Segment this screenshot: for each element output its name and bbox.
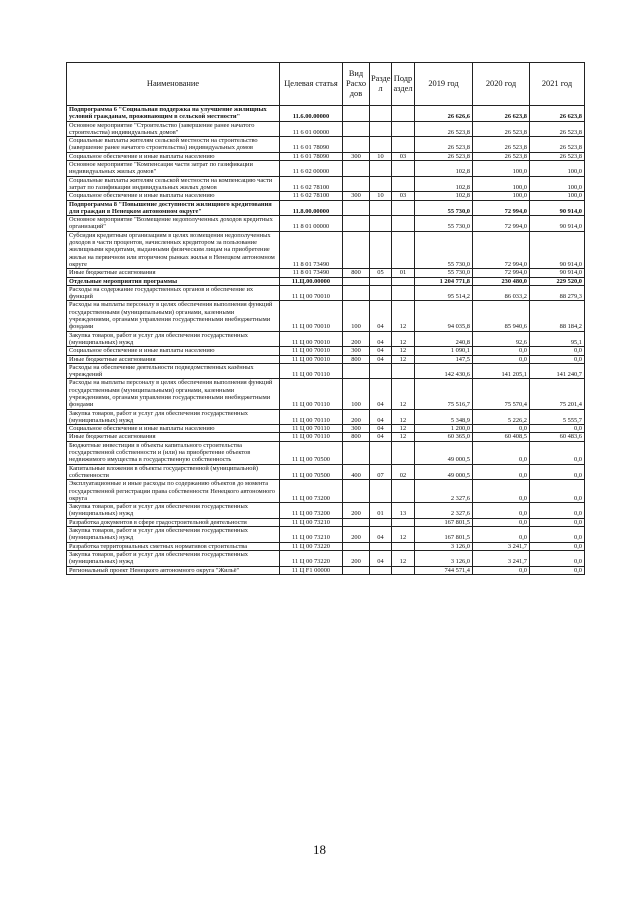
row-expense-type [343, 231, 370, 268]
row-subsection: 12 [392, 355, 415, 363]
row-subsection [392, 363, 415, 379]
row-section [370, 161, 392, 177]
table-row [67, 550, 585, 566]
table-row [67, 566, 585, 574]
row-value-2021: 100,0 [530, 192, 585, 200]
row-value-2019: 102,8 [415, 192, 473, 200]
header-2020: 2020 год [473, 63, 530, 106]
header-2021: 2021 год [530, 63, 585, 106]
row-value-2021: 0,0 [530, 441, 585, 464]
row-value-2019: 3 126,0 [415, 550, 473, 566]
table-row [67, 425, 585, 433]
row-subsection [392, 121, 415, 137]
table-row [67, 480, 585, 503]
row-name: Закупка товаров, работ и услуг для обеспечения государственных (муниципальных) нужд [67, 503, 280, 519]
row-subsection: 13 [392, 503, 415, 519]
row-target-article: 11 8 01 73490 [280, 231, 343, 268]
row-expense-type: 200 [343, 409, 370, 425]
header-subsection: Подр аздел [392, 63, 415, 106]
row-value-2021: 0,0 [530, 480, 585, 503]
row-value-2021: 60 483,6 [530, 433, 585, 441]
row-value-2021: 0,0 [530, 425, 585, 433]
row-value-2020: 85 940,6 [473, 301, 530, 331]
table-row [67, 503, 585, 519]
row-subsection [392, 542, 415, 550]
row-value-2019: 26 523,8 [415, 121, 473, 137]
row-subsection [392, 518, 415, 526]
row-value-2020: 3 241,7 [473, 542, 530, 550]
row-value-2021: 0,0 [530, 518, 585, 526]
row-subsection [392, 566, 415, 574]
row-expense-type: 300 [343, 425, 370, 433]
row-target-article: 11 8 01 73490 [280, 269, 343, 277]
row-value-2021: 90 914,0 [530, 216, 585, 232]
row-target-article: 11 Ц 00 73210 [280, 518, 343, 526]
row-expense-type: 200 [343, 527, 370, 543]
row-section: 04 [370, 331, 392, 347]
row-value-2020: 72 994,0 [473, 216, 530, 232]
row-value-2020: 0,0 [473, 566, 530, 574]
row-subsection [392, 277, 415, 285]
row-value-2019: 55 730,0 [415, 200, 473, 216]
row-subsection [392, 480, 415, 503]
row-section: 04 [370, 527, 392, 543]
row-expense-type: 300 [343, 347, 370, 355]
row-value-2021: 95,1 [530, 331, 585, 347]
row-value-2021: 229 520,0 [530, 277, 585, 285]
row-section: 05 [370, 269, 392, 277]
row-section [370, 441, 392, 464]
row-value-2019: 2 327,6 [415, 503, 473, 519]
row-value-2020: 0,0 [473, 518, 530, 526]
row-value-2021: 100,0 [530, 161, 585, 177]
row-value-2021: 90 914,0 [530, 269, 585, 277]
row-value-2020: 86 033,2 [473, 285, 530, 301]
row-value-2019: 26 523,8 [415, 152, 473, 160]
row-section [370, 121, 392, 137]
row-expense-type: 200 [343, 331, 370, 347]
row-target-article: 11 Ц 00 73200 [280, 503, 343, 519]
row-name: Капитальные вложения в объекты государственной (муниципальной) собственности [67, 464, 280, 480]
row-section [370, 542, 392, 550]
row-section: 04 [370, 425, 392, 433]
row-subsection: 01 [392, 269, 415, 277]
row-value-2021: 0,0 [530, 566, 585, 574]
row-value-2021: 26 623,8 [530, 106, 585, 122]
row-value-2020: 0,0 [473, 527, 530, 543]
row-expense-type [343, 285, 370, 301]
row-value-2020: 72 994,0 [473, 269, 530, 277]
row-expense-type: 400 [343, 464, 370, 480]
row-name: Разработка документов в сфере градостроительной деятельности [67, 518, 280, 526]
row-target-article: 11.Ц.00.00000 [280, 277, 343, 285]
row-value-2020: 26 523,8 [473, 121, 530, 137]
row-subsection [392, 216, 415, 232]
row-value-2020: 26 523,8 [473, 137, 530, 153]
table-row [67, 137, 585, 153]
row-value-2021: 0,0 [530, 464, 585, 480]
row-name: Подпрограмма 6 "Социальная поддержка на улучшение жилищных условий гражданам, проживающим в сельской местности" [67, 106, 280, 122]
row-expense-type [343, 176, 370, 192]
row-name: Подпрограмма 8 "Повышение доступности жилищного кредитования для граждан в Ненецком автономном округе" [67, 200, 280, 216]
row-expense-type [343, 200, 370, 216]
row-value-2021: 0,0 [530, 355, 585, 363]
row-value-2020: 0,0 [473, 464, 530, 480]
row-value-2019: 2 327,6 [415, 480, 473, 503]
row-value-2020: 75 570,4 [473, 379, 530, 409]
row-value-2021: 0,0 [530, 503, 585, 519]
row-value-2020: 72 994,0 [473, 231, 530, 268]
row-section [370, 137, 392, 153]
table-row [67, 331, 585, 347]
row-value-2020: 92,6 [473, 331, 530, 347]
row-value-2020: 230 480,0 [473, 277, 530, 285]
row-value-2020: 26 623,8 [473, 106, 530, 122]
table-row [67, 216, 585, 232]
row-subsection [392, 441, 415, 464]
row-subsection [392, 161, 415, 177]
row-value-2021: 0,0 [530, 542, 585, 550]
table-row [67, 355, 585, 363]
row-name: Основное мероприятие "Возмещение недополученных доходов кредитных организаций" [67, 216, 280, 232]
row-expense-type [343, 518, 370, 526]
row-target-article: 11 Ц 00 70010 [280, 331, 343, 347]
row-name: Региональный проект Ненецкого автономного округа "Жильё" [67, 566, 280, 574]
row-value-2021: 26 523,8 [530, 137, 585, 153]
row-name: Основное мероприятие "Строительство (завершение ранее начатого строительства) индивидуальных домов" [67, 121, 280, 137]
table-row [67, 464, 585, 480]
row-target-article: 11 6 02 00000 [280, 161, 343, 177]
row-value-2019: 49 000,5 [415, 441, 473, 464]
row-value-2020: 100,0 [473, 176, 530, 192]
header-name: Наименование [67, 63, 280, 106]
row-subsection [392, 137, 415, 153]
page-number: 18 [313, 842, 326, 857]
row-subsection: 03 [392, 152, 415, 160]
row-target-article: 11 6 01 78090 [280, 137, 343, 153]
row-name: Закупка товаров, работ и услуг для обеспечения государственных (муниципальных) нужд [67, 331, 280, 347]
row-subsection: 03 [392, 192, 415, 200]
row-expense-type [343, 542, 370, 550]
row-expense-type [343, 137, 370, 153]
row-name: Иные бюджетные ассигнования [67, 355, 280, 363]
row-value-2019: 3 126,0 [415, 542, 473, 550]
row-value-2021: 5 555,7 [530, 409, 585, 425]
row-expense-type: 200 [343, 550, 370, 566]
row-section [370, 200, 392, 216]
row-section [370, 231, 392, 268]
row-value-2019: 55 730,0 [415, 269, 473, 277]
row-target-article: 11 Ц 00 70110 [280, 433, 343, 441]
row-value-2019: 26 626,6 [415, 106, 473, 122]
row-value-2019: 95 514,2 [415, 285, 473, 301]
row-name: Социальные выплаты жителям сельской местности на строительство (завершение ранее начатого строительства) индивидуальных домов [67, 137, 280, 153]
row-subsection: 02 [392, 464, 415, 480]
row-section [370, 216, 392, 232]
row-target-article: 11 Ц 00 70010 [280, 355, 343, 363]
table-row [67, 192, 585, 200]
row-expense-type [343, 121, 370, 137]
row-value-2021: 100,0 [530, 176, 585, 192]
row-value-2019: 147,5 [415, 355, 473, 363]
row-section: 04 [370, 379, 392, 409]
row-subsection: 12 [392, 527, 415, 543]
row-name: Социальное обеспечение и иные выплаты населению [67, 192, 280, 200]
row-value-2019: 1 090,1 [415, 347, 473, 355]
table-row [67, 301, 585, 331]
row-value-2020: 141 205,1 [473, 363, 530, 379]
header-expense-type: Вид Расхо дов [343, 63, 370, 106]
table-row [67, 347, 585, 355]
row-value-2021: 0,0 [530, 550, 585, 566]
row-target-article: 11 Ц F1 00000 [280, 566, 343, 574]
row-name: Социальные выплаты жителям сельской местности на компенсацию части затрат по газификации индивидуальных жилых домов [67, 176, 280, 192]
row-name: Расходы на обеспечение деятельности подведомственных казённых учреждений [67, 363, 280, 379]
row-value-2020: 0,0 [473, 480, 530, 503]
row-target-article: 11 Ц 00 70500 [280, 464, 343, 480]
row-expense-type [343, 441, 370, 464]
row-value-2019: 5 348,9 [415, 409, 473, 425]
row-value-2019: 1 200,0 [415, 425, 473, 433]
row-expense-type: 100 [343, 301, 370, 331]
row-subsection [392, 176, 415, 192]
row-subsection [392, 106, 415, 122]
table-row [67, 269, 585, 277]
table-row [67, 121, 585, 137]
row-value-2019: 75 516,7 [415, 379, 473, 409]
row-section [370, 176, 392, 192]
row-value-2019: 167 801,5 [415, 518, 473, 526]
row-expense-type: 300 [343, 192, 370, 200]
row-target-article: 11 6 01 78090 [280, 152, 343, 160]
row-expense-type: 200 [343, 503, 370, 519]
row-target-article: 11 Ц 00 73220 [280, 542, 343, 550]
row-value-2020: 0,0 [473, 355, 530, 363]
row-section: 04 [370, 409, 392, 425]
table-row [67, 409, 585, 425]
row-value-2020: 0,0 [473, 503, 530, 519]
row-expense-type: 100 [343, 379, 370, 409]
row-section: 10 [370, 192, 392, 200]
row-target-article: 11 Ц 00 70010 [280, 347, 343, 355]
row-name: Расходы на выплаты персоналу в целях обеспечения выполнения функций государственными (муниципальными) органами, казенными учреждениями, органами управления государственными внебюджетными фондами [67, 379, 280, 409]
table-row [67, 527, 585, 543]
table-row [67, 363, 585, 379]
table-row [67, 542, 585, 550]
row-target-article: 11 Ц 00 70110 [280, 409, 343, 425]
row-value-2021: 90 914,0 [530, 231, 585, 268]
row-name: Закупка товаров, работ и услуг для обеспечения государственных (муниципальных) нужд [67, 409, 280, 425]
row-section [370, 285, 392, 301]
row-name: Отдельные мероприятия программы [67, 277, 280, 285]
table-row [67, 285, 585, 301]
row-value-2019: 26 523,8 [415, 137, 473, 153]
row-target-article: 11 Ц 00 70010 [280, 285, 343, 301]
row-section: 01 [370, 503, 392, 519]
row-subsection: 12 [392, 379, 415, 409]
row-section [370, 566, 392, 574]
row-target-article: 11.8.00.00000 [280, 200, 343, 216]
row-section: 04 [370, 433, 392, 441]
table-row [67, 441, 585, 464]
table-row [67, 176, 585, 192]
row-name: Расходы на выплаты персоналу в целях обеспечения выполнения функций государственными (муниципальными) органами, казенными учреждениями, органами управления государственными внебюджетными фондами [67, 301, 280, 331]
table-row [67, 161, 585, 177]
row-expense-type [343, 566, 370, 574]
row-value-2020: 0,0 [473, 347, 530, 355]
row-section [370, 363, 392, 379]
row-expense-type [343, 216, 370, 232]
row-value-2019: 744 571,4 [415, 566, 473, 574]
row-target-article: 11 Ц 00 73220 [280, 550, 343, 566]
row-name: Иные бюджетные ассигнования [67, 269, 280, 277]
row-section [370, 277, 392, 285]
row-value-2021: 90 914,0 [530, 200, 585, 216]
row-value-2019: 94 035,8 [415, 301, 473, 331]
table-row [67, 379, 585, 409]
table-row [67, 433, 585, 441]
row-section [370, 518, 392, 526]
row-name: Основное мероприятие "Компенсация части затрат по газификации индивидуальных жилых домов" [67, 161, 280, 177]
row-value-2019: 102,8 [415, 176, 473, 192]
row-expense-type: 800 [343, 355, 370, 363]
row-expense-type: 800 [343, 269, 370, 277]
row-expense-type: 800 [343, 433, 370, 441]
row-section [370, 480, 392, 503]
row-subsection: 12 [392, 409, 415, 425]
row-name: Социальное обеспечение и иные выплаты населению [67, 425, 280, 433]
row-section: 10 [370, 152, 392, 160]
row-value-2019: 55 730,0 [415, 231, 473, 268]
row-subsection: 12 [392, 301, 415, 331]
row-value-2021: 0,0 [530, 527, 585, 543]
row-section: 07 [370, 464, 392, 480]
row-subsection: 12 [392, 347, 415, 355]
row-section: 04 [370, 301, 392, 331]
row-value-2019: 167 801,5 [415, 527, 473, 543]
row-value-2021: 75 201,4 [530, 379, 585, 409]
header-target-article: Целевая статья [280, 63, 343, 106]
row-value-2020: 26 523,8 [473, 152, 530, 160]
row-target-article: 11 8 01 00000 [280, 216, 343, 232]
row-value-2021: 26 523,8 [530, 152, 585, 160]
row-target-article: 11 6 02 78100 [280, 176, 343, 192]
row-subsection [392, 200, 415, 216]
row-subsection [392, 231, 415, 268]
row-section [370, 106, 392, 122]
row-value-2019: 142 430,6 [415, 363, 473, 379]
row-section: 04 [370, 550, 392, 566]
row-target-article: 11 6 01 00000 [280, 121, 343, 137]
row-value-2019: 1 204 771,8 [415, 277, 473, 285]
table-row [67, 277, 585, 285]
row-name: Иные бюджетные ассигнования [67, 433, 280, 441]
row-value-2020: 100,0 [473, 161, 530, 177]
row-name: Закупка товаров, работ и услуг для обеспечения государственных (муниципальных) нужд [67, 527, 280, 543]
table-row [67, 231, 585, 268]
row-name: Закупка товаров, работ и услуг для обеспечения государственных (муниципальных) нужд [67, 550, 280, 566]
row-value-2020: 5 226,2 [473, 409, 530, 425]
row-name: Бюджетные инвестиции в объекты капитального строительства государственной собственности и (или) на приобретение объектов недвижимого имущества в государственную собственность [67, 441, 280, 464]
row-target-article: 11 Ц 00 70110 [280, 425, 343, 433]
row-name: Расходы на содержание государственных органов и обеспечение их функций [67, 285, 280, 301]
row-subsection [392, 285, 415, 301]
row-target-article: 11 Ц 00 70010 [280, 301, 343, 331]
row-target-article: 11 Ц 00 70500 [280, 441, 343, 464]
row-value-2020: 0,0 [473, 441, 530, 464]
header-2019: 2019 год [415, 63, 473, 106]
row-name: Субсидия кредитным организациям в целях возмещения недополученных доходов в части процентов, начисленных кредитором за пользование жилищными кредитами, выданными физическим лицам на приобретение жилья на первичном или вторичном рынках жилья в Ненецком автономном округе [67, 231, 280, 268]
row-value-2020: 0,0 [473, 425, 530, 433]
row-expense-type [343, 106, 370, 122]
row-value-2019: 102,8 [415, 161, 473, 177]
row-value-2020: 60 408,5 [473, 433, 530, 441]
row-expense-type [343, 161, 370, 177]
row-value-2019: 55 730,0 [415, 216, 473, 232]
row-name: Разработка территориальных сметных нормативов строительства [67, 542, 280, 550]
table-body [67, 106, 585, 575]
row-value-2020: 3 241,7 [473, 550, 530, 566]
row-value-2020: 72 994,0 [473, 200, 530, 216]
row-target-article: 11 Ц 00 70110 [280, 363, 343, 379]
row-subsection: 12 [392, 433, 415, 441]
row-name: Эксплуатационные и иные расходы по содержанию объектов до момента государственной регистрации права собственности Ненецкого автономного округа [67, 480, 280, 503]
row-value-2021: 0,0 [530, 347, 585, 355]
row-target-article: 11.6.00.00000 [280, 106, 343, 122]
row-target-article: 11 Ц 00 73210 [280, 527, 343, 543]
row-expense-type: 300 [343, 152, 370, 160]
row-value-2019: 49 000,5 [415, 464, 473, 480]
row-value-2019: 240,8 [415, 331, 473, 347]
row-name: Социальное обеспечение и иные выплаты населению [67, 347, 280, 355]
table-row [67, 200, 585, 216]
row-value-2021: 26 523,8 [530, 121, 585, 137]
row-value-2019: 60 365,0 [415, 433, 473, 441]
header-section: Разде л [370, 63, 392, 106]
row-subsection: 12 [392, 425, 415, 433]
row-expense-type [343, 363, 370, 379]
table-row [67, 106, 585, 122]
row-value-2021: 141 240,7 [530, 363, 585, 379]
row-expense-type [343, 277, 370, 285]
table-header-row [67, 63, 585, 106]
row-value-2021: 88 279,3 [530, 285, 585, 301]
row-value-2021: 88 184,2 [530, 301, 585, 331]
row-section: 04 [370, 347, 392, 355]
row-value-2020: 100,0 [473, 192, 530, 200]
row-target-article: 11 Ц 00 70110 [280, 379, 343, 409]
row-subsection: 12 [392, 550, 415, 566]
row-section: 04 [370, 355, 392, 363]
row-expense-type [343, 480, 370, 503]
row-target-article: 11 6 02 78100 [280, 192, 343, 200]
table-row [67, 152, 585, 160]
budget-table [66, 62, 585, 575]
row-target-article: 11 Ц 00 73200 [280, 480, 343, 503]
row-subsection: 12 [392, 331, 415, 347]
table-row [67, 518, 585, 526]
row-name: Социальное обеспечение и иные выплаты населению [67, 152, 280, 160]
